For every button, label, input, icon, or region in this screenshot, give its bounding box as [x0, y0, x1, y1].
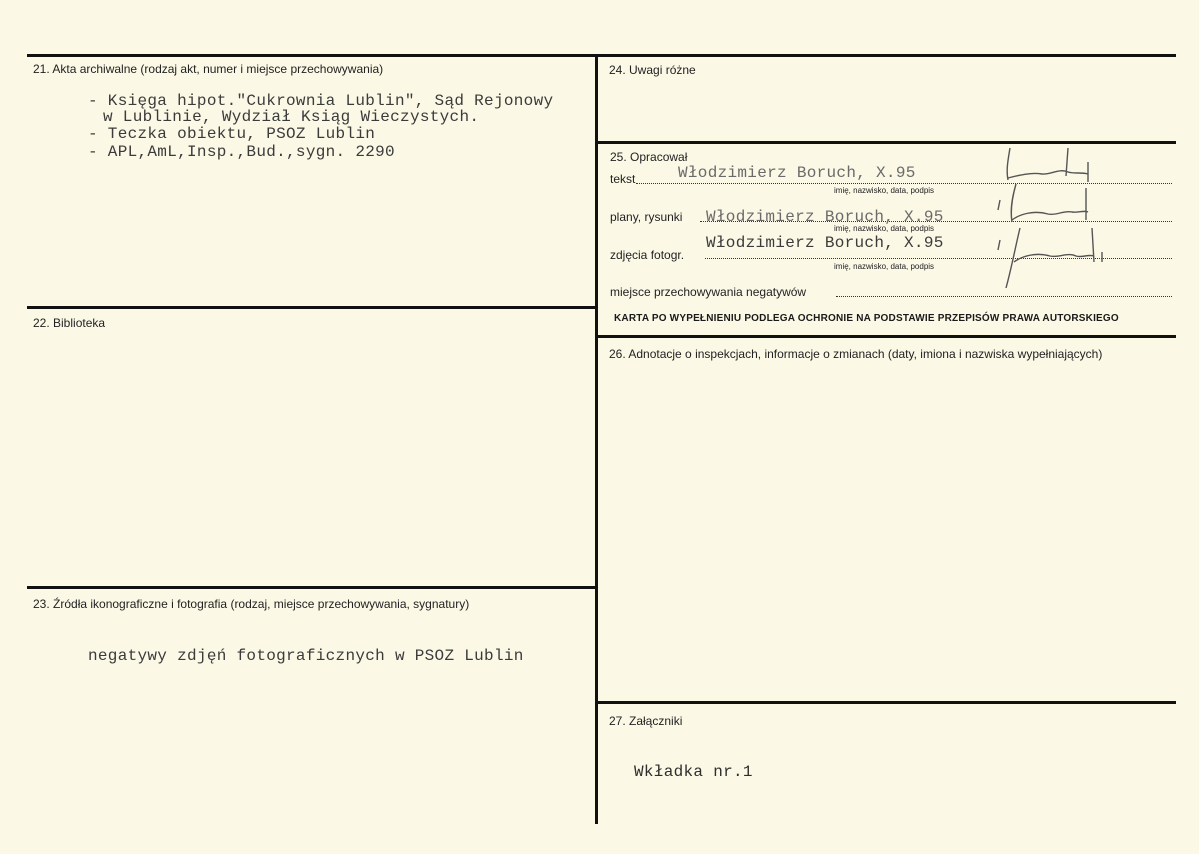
section-21-line: - Teczka obiektu, PSOZ Lublin	[88, 125, 376, 143]
section-26-label: 26. Adnotacje o inspekcjach, informacje o zmianach (daty, imiona i nazwiska wypełniających)	[609, 347, 1103, 361]
signature-zdjecia	[990, 226, 1110, 290]
rule-22-23	[27, 586, 597, 589]
section-27-text: Wkładka nr.1	[634, 763, 753, 781]
section-24-label: 24. Uwagi różne	[609, 63, 696, 77]
section-27-label: 27. Załączniki	[609, 714, 683, 728]
section-21-line: - Księga hipot."Cukrownia Lublin", Sąd Rejonowy	[88, 92, 554, 110]
copyright-notice: KARTA PO WYPEŁNIENIU PODLEGA OCHRONIE NA PODSTAWIE PRZEPISÓW PRAWA AUTORSKIEGO	[614, 313, 1119, 324]
section-21-label: 21. Akta archiwalne (rodzaj akt, numer i miejsce przechowywania)	[33, 62, 384, 76]
zdjecia-author: Włodzimierz Boruch, X.95	[706, 234, 944, 252]
tekst-author: Włodzimierz Boruch, X.95	[678, 164, 916, 182]
tekst-label: tekst	[610, 172, 636, 186]
plany-caption: imię, nazwisko, data, podpis	[834, 224, 935, 233]
tekst-caption: imię, nazwisko, data, podpis	[834, 186, 935, 195]
section-21-line: - APL,AmL,Insp.,Bud.,sygn. 2290	[88, 143, 395, 161]
section-22-label: 22. Biblioteka	[33, 316, 106, 330]
negatywy-label: miejsce przechowywania negatywów	[610, 285, 807, 299]
plany-author: Włodzimierz Boruch, X.95	[706, 208, 944, 226]
center-divider	[595, 54, 598, 824]
rule-25-26	[597, 335, 1176, 338]
zdjecia-label: zdjęcia fotogr.	[610, 248, 685, 262]
signature-plany	[990, 180, 1100, 230]
rule-26-27	[597, 701, 1176, 704]
plany-label: plany, rysunki	[610, 210, 683, 224]
section-23-label: 23. Źródła ikonograficzne i fotografia (rodzaj, miejsce przechowywania, sygnatury)	[33, 597, 470, 611]
zdjecia-caption: imię, nazwisko, data, podpis	[834, 262, 935, 271]
section-21-line: w Lublinie, Wydział Ksiąg Wieczystych.	[103, 108, 480, 126]
top-rule	[27, 54, 1176, 57]
section-23-text: negatywy zdjęń fotograficznych w PSOZ Lublin	[88, 647, 524, 665]
section-25-label: 25. Opracował	[610, 150, 688, 164]
negatywy-dotted-line	[836, 296, 1172, 297]
rule-21-22	[27, 306, 597, 309]
